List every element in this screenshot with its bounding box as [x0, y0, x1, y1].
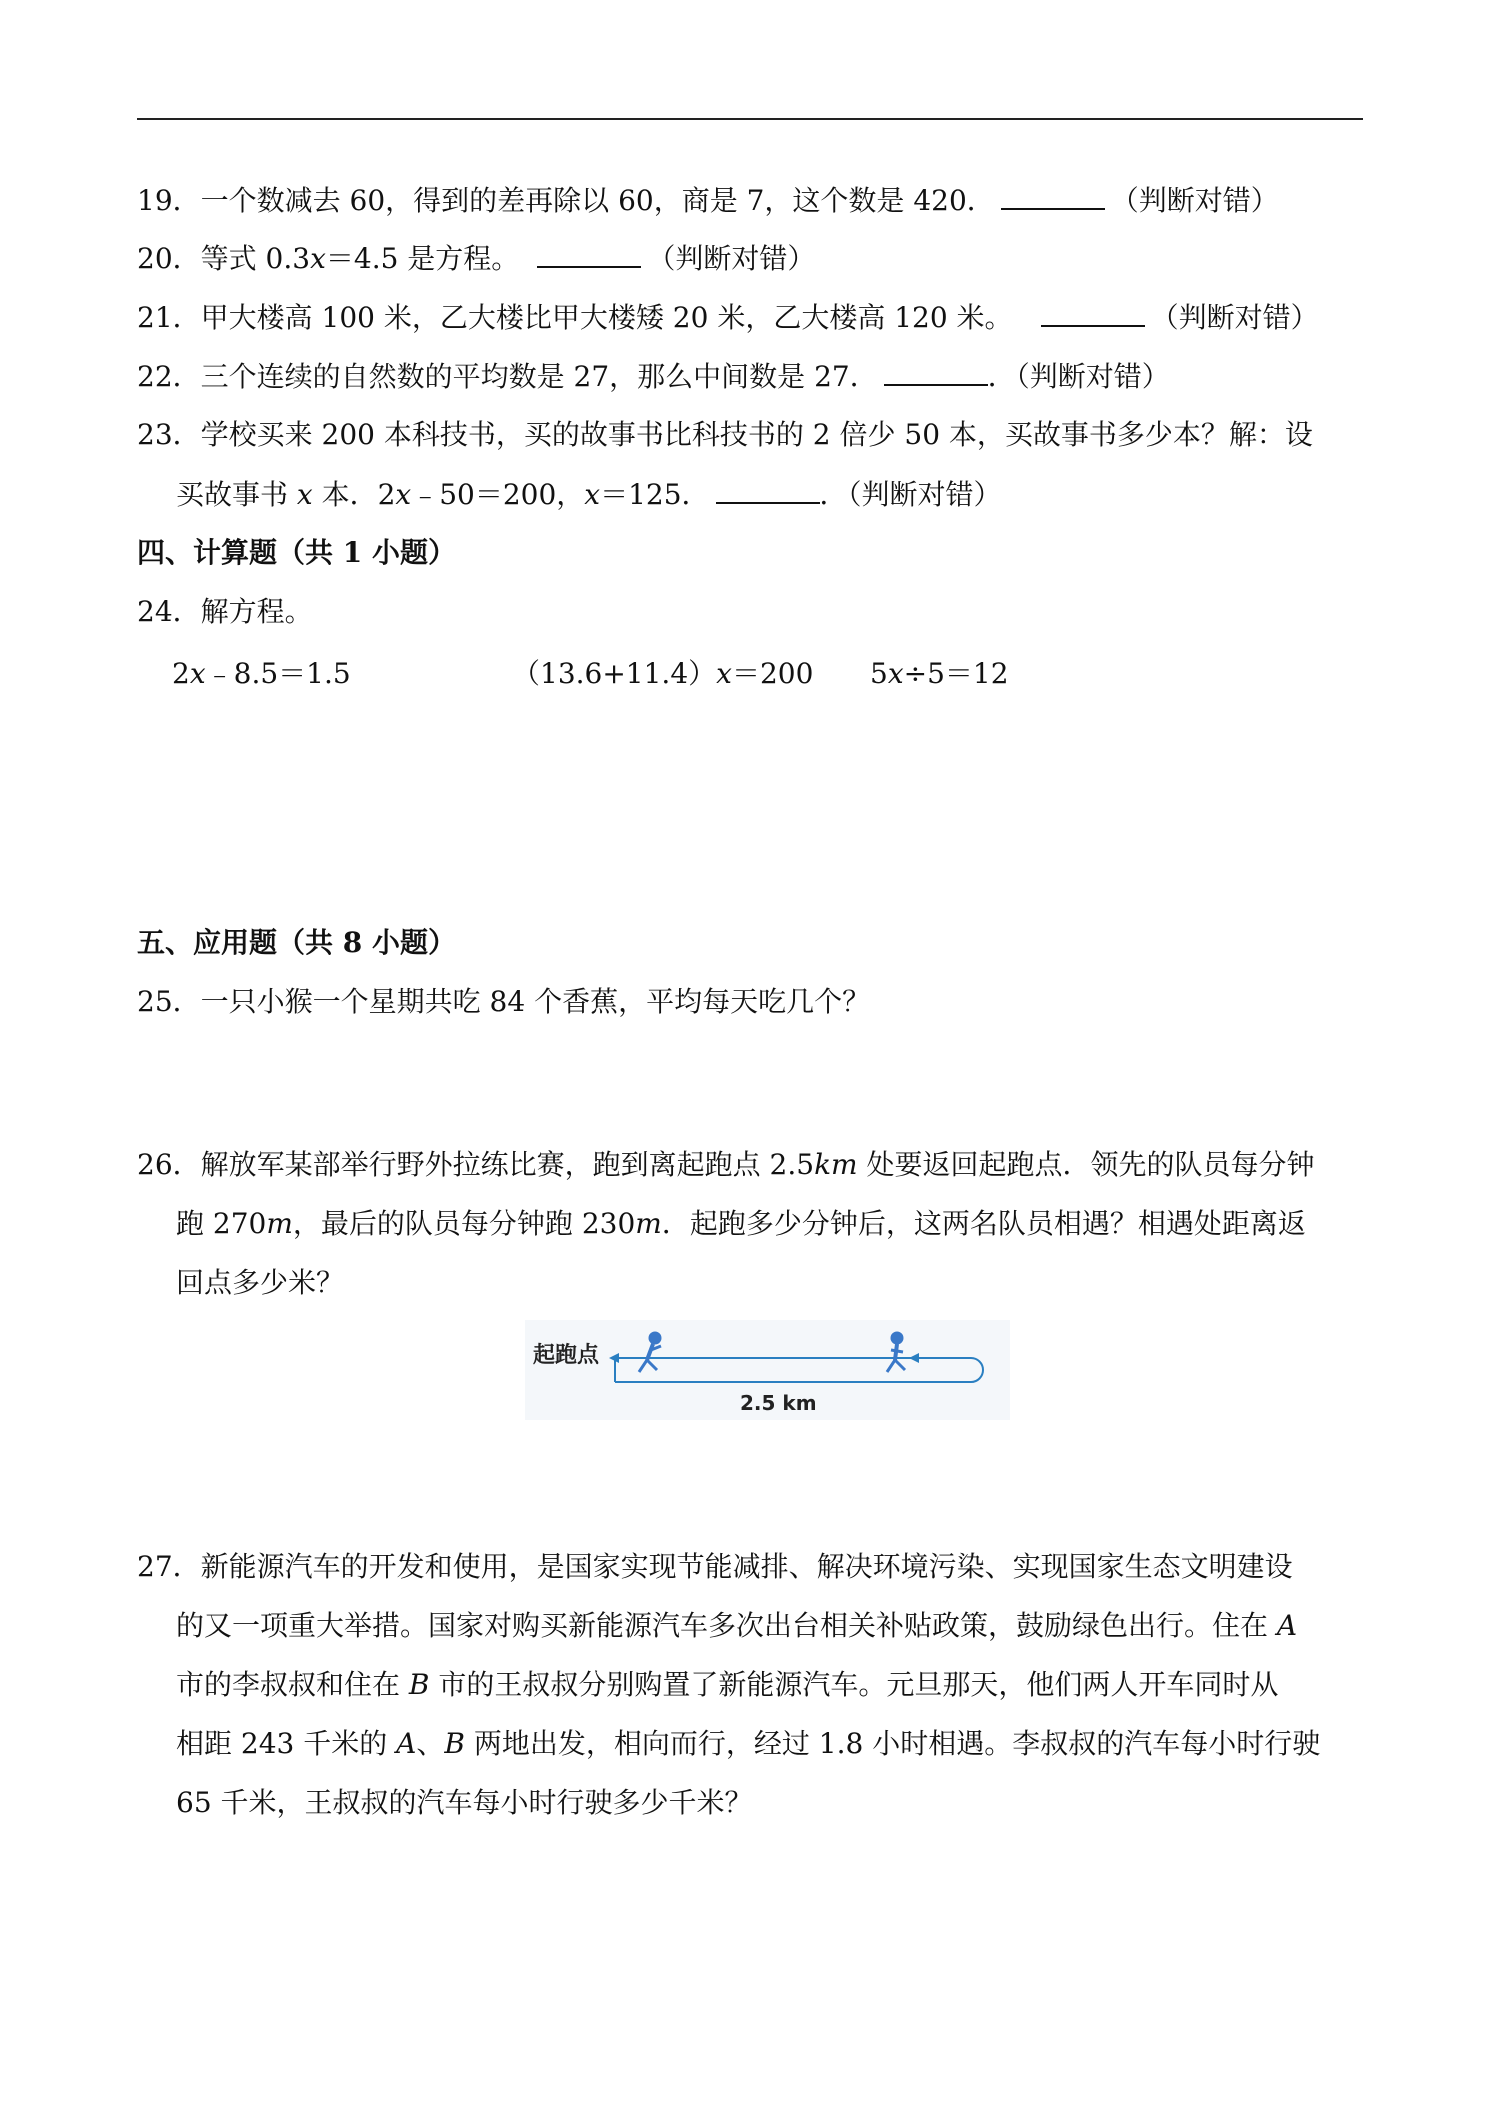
question-text: 跑 270 [176, 1207, 267, 1240]
question-text: 市的王叔叔分别购置了新能源汽车。元旦那天，他们两人开车同时从 [429, 1668, 1279, 1701]
question-tail: ．（判断对错） [819, 478, 1002, 511]
question-21 [137, 299, 1319, 336]
unit: km [814, 1148, 858, 1181]
question-text: 的又一项重大举措。国家对购买新能源汽车多次出台相关补贴政策，鼓励绿色出行。住在 [176, 1609, 1277, 1642]
question-text: 等式 0.3 [200, 242, 311, 275]
answer-blank[interactable] [537, 240, 641, 268]
question-23-line-1 [137, 417, 1313, 453]
header-rule [137, 118, 1363, 120]
equation-part: ÷5＝12 [903, 657, 1009, 690]
question-27-line-5 [176, 1785, 753, 1821]
distance-label: 2.5 km [740, 1391, 817, 1415]
equation-part: ﹣8.5＝1.5 [205, 657, 351, 690]
answer-blank[interactable] [1041, 299, 1145, 327]
variable: A [1276, 1609, 1298, 1642]
question-text: 相距 243 千米的 [176, 1727, 397, 1760]
variable: B [408, 1668, 430, 1701]
question-text: 三个连续的自然数的平均数是 27，那么中间数是 27． [200, 360, 878, 393]
section-heading-application: 五、应用题（共 8 小题） [137, 926, 456, 959]
equation-part: 2 [172, 657, 190, 690]
equation-part: （13.6+11.4） [512, 657, 717, 690]
question-24 [137, 594, 313, 630]
question-number: 27． [137, 1550, 201, 1583]
question-tail: （判断对错） [647, 242, 816, 275]
question-text: ＝4.5 是方程。 [325, 242, 520, 275]
question-text: 回点多少米？ [176, 1266, 345, 1299]
question-text: 两地出发，相向而行，经过 1.8 小时相遇。李叔叔的汽车每小时行驶 [464, 1727, 1321, 1760]
question-text: 一个数减去 60，得到的差再除以 60，商是 7，这个数是 420． [200, 184, 995, 217]
question-text: ．起跑多少分钟后，这两名队员相遇？相遇处距离返 [661, 1207, 1306, 1240]
question-26-line-1 [137, 1147, 1315, 1183]
question-number: 26． [137, 1148, 201, 1181]
question-22 [137, 358, 1170, 395]
question-26-line-3 [176, 1265, 344, 1301]
question-27-line-3 [176, 1667, 1278, 1703]
answer-blank[interactable] [884, 358, 988, 386]
question-tail: ．（判断对错） [987, 360, 1170, 393]
track-diagram-svg [525, 1320, 1010, 1420]
question-text: ＝125． [600, 478, 710, 511]
unit: m [266, 1207, 293, 1240]
question-text: ，最后的队员每分钟跑 230 [292, 1207, 636, 1240]
question-text: ﹣50＝200， [411, 478, 585, 511]
question-text: 买故事书 [176, 478, 297, 511]
question-text: 处要返回起跑点．领先的队员每分钟 [857, 1148, 1315, 1181]
variable: x [716, 657, 732, 690]
unit: m [635, 1207, 662, 1240]
question-number: 20． [137, 242, 201, 275]
question-number: 22． [137, 360, 201, 393]
question-27-line-4 [176, 1726, 1320, 1762]
question-text: 、 [416, 1727, 445, 1760]
question-text: 市的李叔叔和住在 [176, 1668, 409, 1701]
track-diagram [525, 1320, 1010, 1420]
question-19 [137, 182, 1279, 219]
question-number: 24． [137, 595, 201, 628]
question-number: 19． [137, 184, 201, 217]
variable: B [444, 1727, 465, 1760]
question-text: 一只小猴一个星期共吃 84 个香蕉，平均每天吃几个？ [200, 985, 871, 1018]
question-number: 25． [137, 985, 201, 1018]
question-text: 解放军某部举行野外拉练比赛，跑到离起跑点 2.5 [200, 1148, 815, 1181]
question-text: 65 千米，王叔叔的汽车每小时行驶多少千米？ [176, 1786, 753, 1819]
question-25 [137, 984, 870, 1020]
question-23-line-2 [176, 476, 1002, 513]
variable: x [296, 478, 313, 511]
question-text: 学校买来 200 本科技书，买的故事书比科技书的 2 倍少 50 本，买故事书多少本？解：设 [200, 418, 1313, 451]
start-label: 起跑点 [533, 1343, 600, 1368]
question-27-line-2 [176, 1608, 1297, 1644]
question-tail: （判断对错） [1110, 184, 1279, 217]
question-20 [137, 240, 815, 277]
question-number: 21． [137, 301, 201, 334]
answer-blank[interactable] [716, 476, 820, 504]
variable: x [887, 657, 904, 690]
variable: x [395, 478, 412, 511]
equation-2 [512, 656, 813, 692]
equation-3 [870, 656, 1009, 692]
question-tail: （判断对错） [1150, 301, 1319, 334]
variable: x [310, 242, 326, 275]
question-number: 23． [137, 418, 201, 451]
variable: A [396, 1727, 417, 1760]
equation-part: 5 [870, 657, 888, 690]
question-27-line-1 [137, 1549, 1293, 1585]
variable: x [584, 478, 601, 511]
equation-1 [172, 656, 351, 692]
question-text: 解方程。 [200, 595, 313, 628]
section-heading-calculation: 四、计算题（共 1 小题） [137, 536, 456, 569]
equation-part: ＝200 [731, 657, 814, 690]
variable: x [189, 657, 206, 690]
question-text: 本．2 [312, 478, 396, 511]
question-26-line-2 [176, 1206, 1306, 1242]
question-text: 甲大楼高 100 米，乙大楼比甲大楼矮 20 米，乙大楼高 120 米。 [200, 301, 1013, 334]
answer-blank[interactable] [1001, 182, 1105, 210]
question-text: 新能源汽车的开发和使用，是国家实现节能减排、解决环境污染、实现国家生态文明建设 [200, 1550, 1293, 1583]
